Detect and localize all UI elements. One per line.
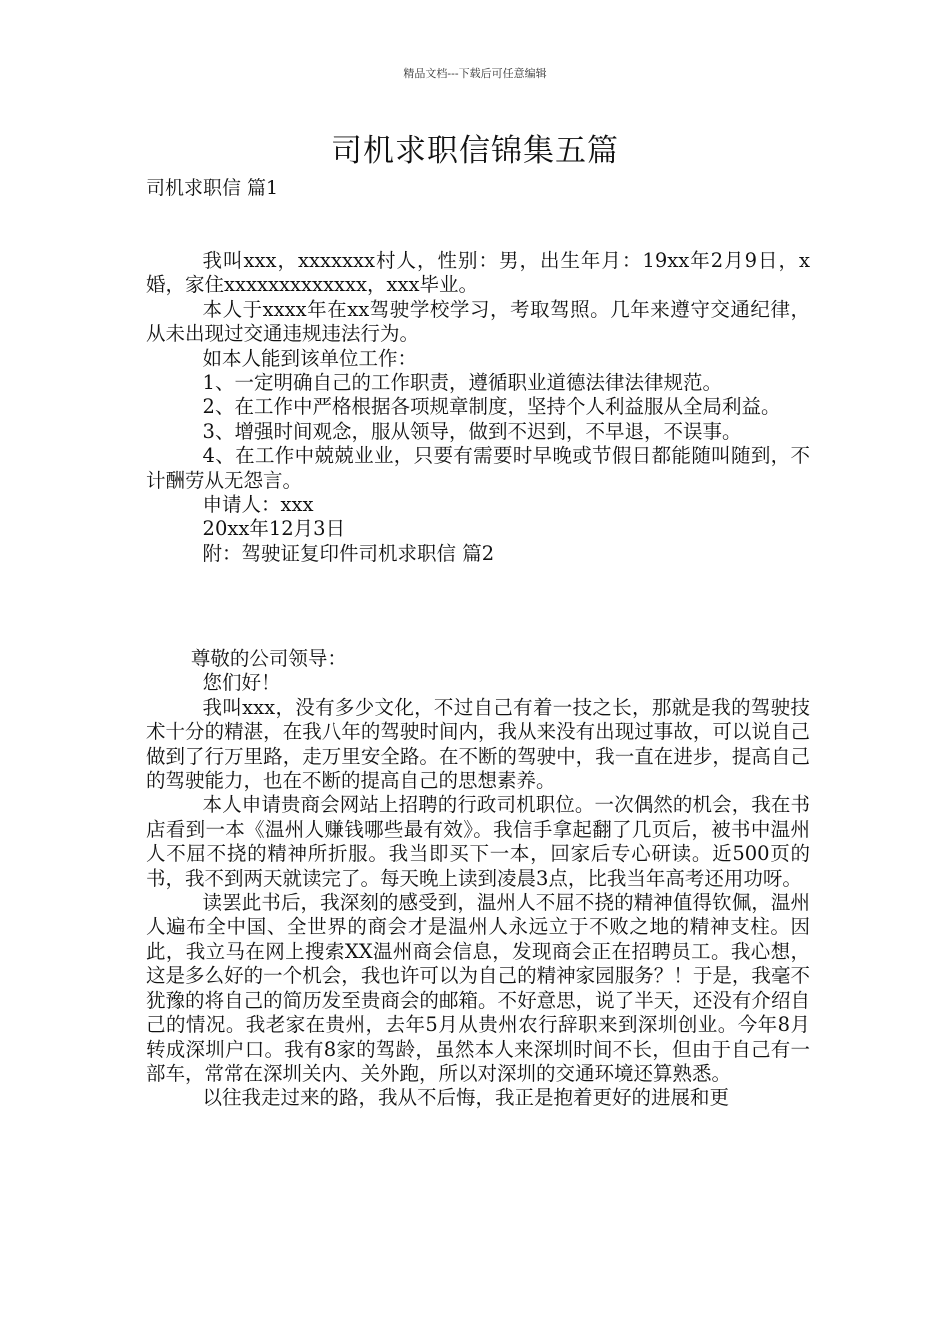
- paragraph: 本人申请贵商会网站上招聘的行政司机职位。一次偶然的机会，我在书店看到一本《温州人赚钱哪些最有效》。我信手拿起翻了几页后，被书中温州人不屈不挠的精神所折服。我当即买下一本，回家后专心研读。近500页的书，我不到两天就读完了。每天晚上读到凌晨3点，比我当年高考还用功呀。: [146, 793, 810, 890]
- paragraph: 2、在工作中严格根据各项规章制度，坚持个人利益服从全局利益。: [202, 395, 781, 419]
- paragraph: 读罢此书后，我深刻的感受到，温州人不屈不挠的精神值得钦佩，温州人遍布全中国、全世界的商会才是温州人永远立于不败之地的精神支柱。因此，我立马在网上搜索XX温州商会信息，发现商会正在招聘员工。我心想，这是多么好的一个机会，我也许可以为自己的精神家园服务？！于是，我毫不犹豫的将自己的简历发至贵商会的邮箱。不好意思，说了半天，还没有介绍自己的情况。我老家在贵州，去年5月从贵州农行辞职来到深圳创业。今年8月转成深圳户口。我有8家的驾龄，虽然本人来深圳时间不长，但由于自己有一部车，常常在深圳关内、关外跑，所以对深圳的交通环境还算熟悉。: [146, 891, 810, 1085]
- paragraph: 以往我走过来的路，我从不后悔，我正是抱着更好的进展和更: [202, 1086, 730, 1110]
- page-header: 精品文档---下载后可任意编辑: [403, 67, 547, 80]
- attachment-line: 附：驾驶证复印件司机求职信 篇2: [202, 541, 495, 565]
- paragraph: 我叫xxx，没有多少文化，不过自己有着一技之长，那就是我的驾驶技术十分的精湛，在我八年的驾驶时间内，我从来没有出现过事故，可以说自己做到了行万里路，走万里安全路。在不断的驾驶中，我一直在进步，提高自己的驾驶能力，也在不断的提高自己的思想素养。: [146, 695, 810, 793]
- paragraph: 3、增强时间观念，服从领导，做到不迟到，不早退，不误事。: [202, 419, 742, 443]
- section-heading: 司机求职信 篇1: [146, 177, 279, 199]
- paragraph: 1、一定明确自己的工作职责，遵循职业道德法律法律规范。: [202, 371, 722, 395]
- greeting: 您们好！: [202, 671, 281, 695]
- applicant-line: 申请人：xxx: [202, 493, 314, 517]
- document-title: 司机求职信锦集五篇: [331, 133, 619, 169]
- paragraph: 本人于xxxx年在xx驾驶学校学习，考取驾照。几年来遵守交通纪律，从未出现过交通违规违法行为。: [146, 297, 810, 346]
- date-line: 20xx年12月3日: [202, 517, 346, 541]
- letter-1-body: [146, 249, 810, 566]
- paragraph: 如本人能到该单位工作：: [202, 346, 418, 370]
- letter-2-body: [146, 647, 810, 1111]
- paragraph: 我叫xxx，xxxxxxx村人，性别：男，出生年月：19xx年2月9日，x婚，家住xxxxxxxxxxxxx，xxx毕业。: [146, 249, 810, 297]
- paragraph: 4、在工作中兢兢业业，只要有需要时早晚或节假日都能随叫随到，不计酬劳从无怨言。: [146, 444, 810, 492]
- salutation: 尊敬的公司领导：: [190, 647, 347, 670]
